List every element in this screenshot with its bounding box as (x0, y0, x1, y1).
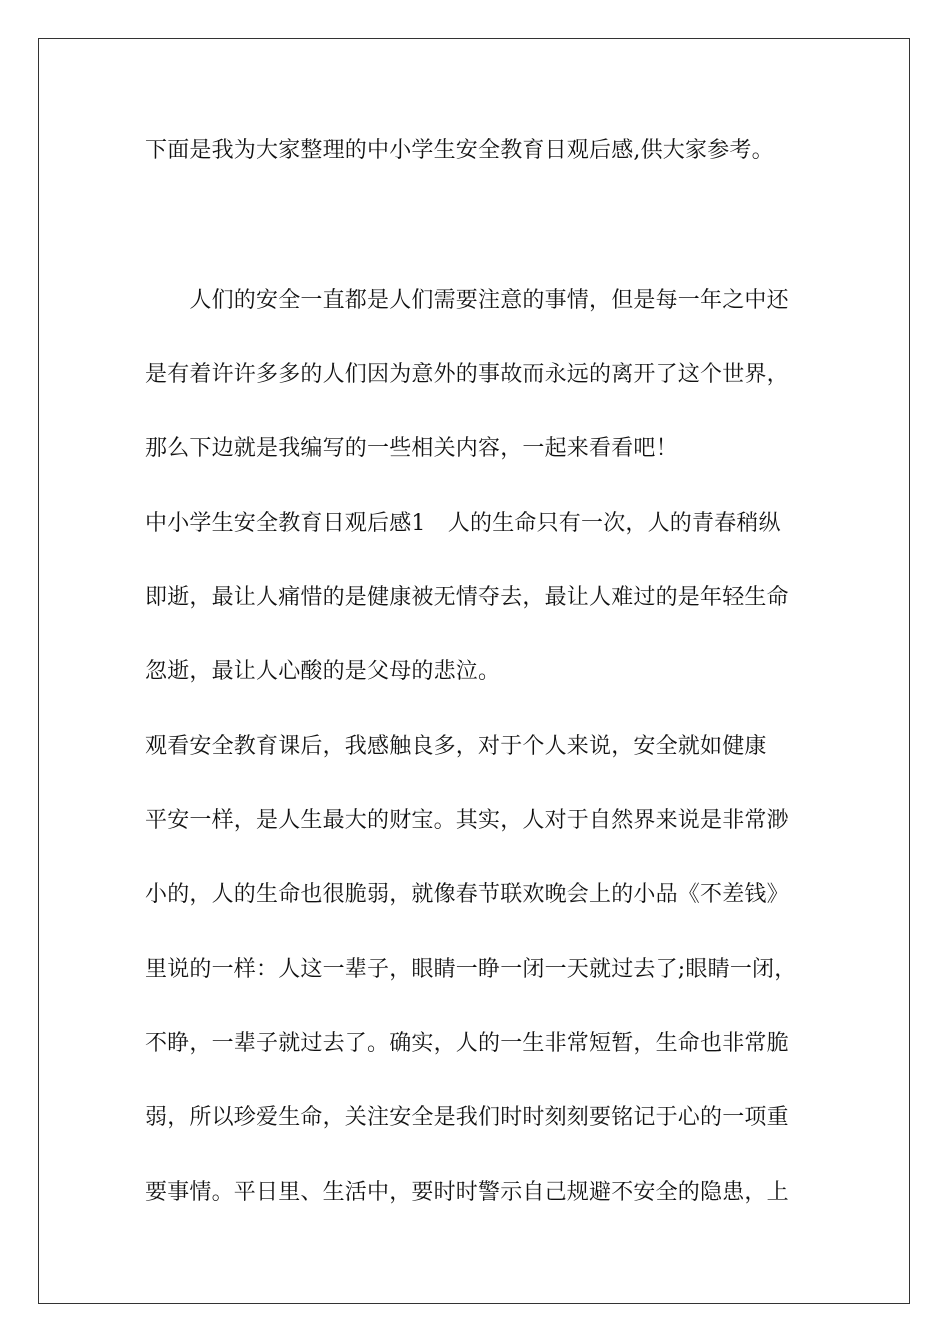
paragraph-line: 里说的一样：人这一辈子，眼睛一睁一闭一天就过去了;眼睛一闭， (145, 957, 797, 982)
section-heading-line: 中小学生安全教育日观后感1 人的生命只有一次，人的青春稍纵 (145, 511, 781, 536)
paragraph-line: 是有着许许多多的人们因为意外的事故而永远的离开了这个世界， (145, 362, 789, 387)
intro-line: 下面是我为大家整理的中小学生安全教育日观后感,供大家参考。 (145, 138, 774, 163)
paragraph-line: 小的，人的生命也很脆弱，就像春节联欢晚会上的小品《不差钱》 (145, 882, 789, 907)
paragraph-line: 那么下边就是我编写的一些相关内容，一起来看看吧！ (145, 436, 678, 461)
paragraph-line: 弱，所以珍爱生命，关注安全是我们时时刻刻要铭记于心的一项重 (145, 1105, 789, 1130)
paragraph-line: 不睁，一辈子就过去了。确实，人的一生非常短暂，生命也非常脆 (145, 1031, 789, 1056)
paragraph-line: 忽逝，最让人心酸的是父母的悲泣。 (145, 659, 501, 684)
paragraph-line: 要事情。平日里、生活中，要时时警示自己规避不安全的隐患，上 (145, 1180, 789, 1205)
paragraph-line: 观看安全教育课后，我感触良多，对于个人来说，安全就如健康 (145, 734, 767, 759)
paragraph-line: 即逝，最让人痛惜的是健康被无情夺去，最让人难过的是年轻生命 (145, 585, 789, 610)
paragraph-line: 平安一样，是人生最大的财宝。其实，人对于自然界来说是非常渺 (145, 808, 789, 833)
paragraph-line: 人们的安全一直都是人们需要注意的事情，但是每一年之中还 (145, 288, 789, 313)
